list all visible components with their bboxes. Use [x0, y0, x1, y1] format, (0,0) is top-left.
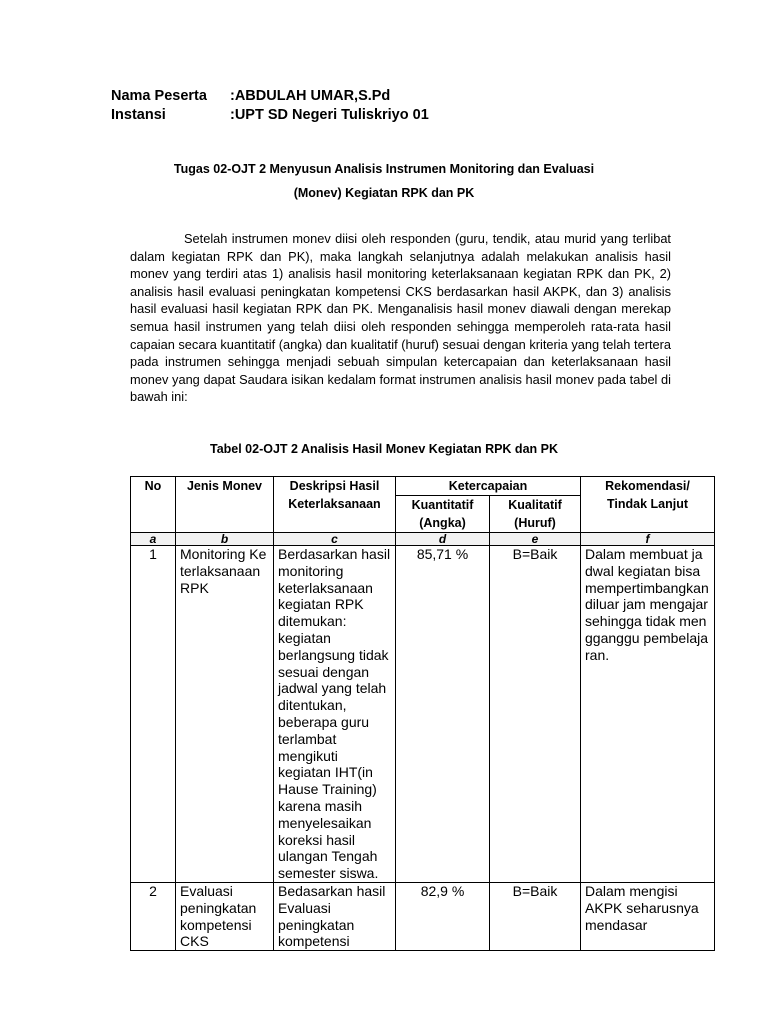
row-kualitatif: B=Baik: [490, 546, 581, 883]
letter-a: a: [131, 533, 176, 546]
row-deskripsi: Berdasarkan hasil monitoring keterlaksanaan kegiatan RPK ditemukan: kegiatan berlangsung tidak sesuai dengan jadwal yang telah ditentukan, beberapa guru terlambat mengikuti kegiatan IHT(in Hause Training) karena masih menyelesaikan koreksi hasil ulangan Tengah semester siswa.: [274, 546, 396, 883]
instansi-value: :UPT SD Negeri Tuliskriyo 01: [230, 107, 429, 123]
letter-e: e: [490, 533, 581, 546]
letter-c: c: [274, 533, 396, 546]
header-ketercapaian: Ketercapaian: [396, 477, 581, 496]
row-rekomendasi: Dalam membuat jadwal kegiatan bisa mempertimbangkan diluar jam mengajar sehingga tidak mengganggu pembelajaran.: [581, 546, 715, 883]
letter-d: d: [396, 533, 490, 546]
task-title-line2: (Monev) Kegiatan RPK dan PK: [293, 186, 475, 200]
monev-analysis-table: [130, 476, 715, 951]
instansi-label: Instansi: [111, 107, 166, 123]
row-kuantitatif: 85,71 %: [396, 546, 490, 883]
header-rekomendasi: Rekomendasi/ Tindak Lanjut: [581, 477, 715, 533]
nama-peserta-row: [111, 87, 390, 105]
table-caption: Tabel 02-OJT 2 Analisis Hasil Monev Kegiatan RPK dan PK: [209, 442, 558, 456]
table-row: [131, 882, 715, 950]
row-no: 1: [131, 546, 176, 883]
letter-f: f: [581, 533, 715, 546]
table-row: [131, 546, 715, 883]
row-kuantitatif: 82,9 %: [396, 882, 490, 950]
header-deskripsi: Deskripsi Hasil Keterlaksanaan: [274, 477, 396, 533]
row-rekomendasi: Dalam mengisi AKPK seharusnya mendasar: [581, 882, 715, 950]
header-jenis-monev: Jenis Monev: [176, 477, 274, 533]
instruction-paragraph: [130, 230, 671, 406]
row-jenis: Monitoring Keterlaksanaan RPK: [176, 546, 274, 883]
row-no: 2: [131, 882, 176, 950]
nama-peserta-value: :ABDULAH UMAR,S.Pd: [230, 88, 391, 104]
header-no: No: [131, 477, 176, 533]
task-title-line1: Tugas 02-OJT 2 Menyusun Analisis Instrumen Monitoring dan Evaluasi: [173, 162, 595, 176]
nama-peserta-label: Nama Peserta: [111, 88, 207, 104]
table-header-row-1: [131, 477, 715, 496]
header-kualitatif: Kualitatif (Huruf): [490, 496, 581, 533]
instruction-paragraph-text: Setelah instrumen monev diisi oleh responden (guru, tendik, atau murid yang terlibat dalam kegiatan RPK dan PK), maka langkah selanjutnya adalah melakukan analisis hasil monev yang terdiri atas 1) analisis hasil monitoring keterlaksanaan kegiatan RPK dan PK, 2) analisis hasil evaluasi peningkatan kompetensi CKS berdasarkan hasil AKPK, dan 3) analisis hasil evaluasi hasil kegiatan RPK dan PK. Menganalisis hasil monev diawali dengan merekap semua hasil instrumen yang telah diisi oleh responden sehingga memperoleh rata-rata hasil capaian secara kuantitatif (angka) dan kualitatif (huruf) sesuai dengan kriteria yang telah tertera pada instrumen sehingga menjadi sebuah simpulan ketercapaian dan keterlaksanaan hasil monev yang dapat Saudara isikan kedalam format instrumen analisis hasil monev pada tabel di bawah ini:: [130, 231, 671, 405]
row-deskripsi: Bedasarkan hasil Evaluasi peningkatan kompetensi: [274, 882, 396, 950]
header-kuantitatif: Kuantitatif (Angka): [396, 496, 490, 533]
instansi-row: [111, 106, 429, 124]
table-letter-row: [131, 533, 715, 546]
letter-b: b: [176, 533, 274, 546]
row-jenis: Evaluasi peningkatan kompetensi CKS: [176, 882, 274, 950]
row-kualitatif: B=Baik: [490, 882, 581, 950]
